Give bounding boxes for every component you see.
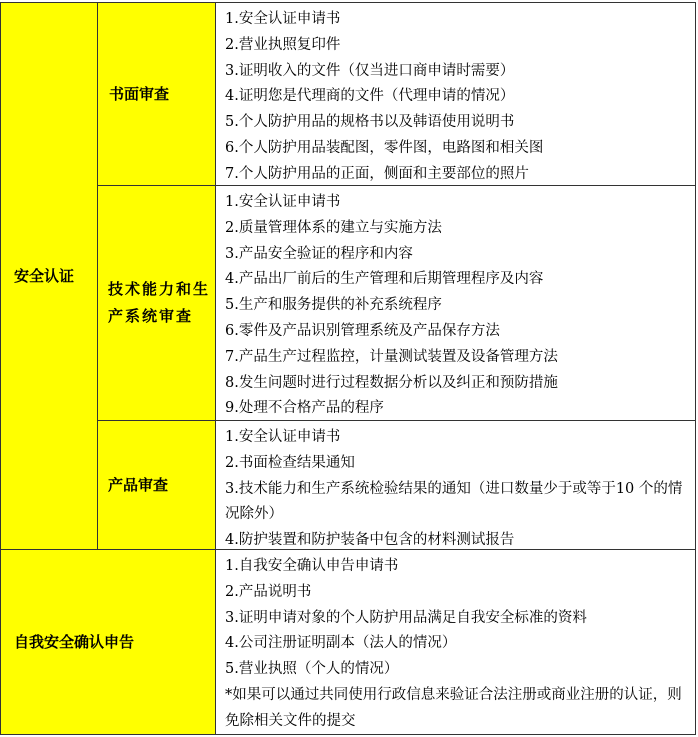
list-item: 5.生产和服务提供的补充系统程序 bbox=[225, 297, 442, 314]
list-item: 1.安全认证申请书 bbox=[225, 194, 341, 210]
list-item: 2.质量管理体系的建立与实施方法 bbox=[225, 219, 442, 236]
self-declaration-label: 自我安全确认申告 bbox=[14, 633, 135, 651]
list-item: 7.产品生产过程监控，计量测试装置及设备管理方法 bbox=[225, 348, 558, 365]
list-item: 1.安全认证申请书 bbox=[225, 429, 341, 445]
product-review-list bbox=[215, 420, 696, 550]
product-review-label: 产品审查 bbox=[108, 476, 169, 494]
list-item: 3.证明收入的文件（仅当进口商申请时需要） bbox=[225, 62, 515, 79]
list-item: 9.处理不合格产品的程序 bbox=[225, 400, 384, 417]
list-item: 4.防护装置和防护装备中包含的材料测试报告 bbox=[225, 532, 515, 549]
self-declaration-list bbox=[215, 549, 696, 735]
safety-cert-label: 安全认证 bbox=[14, 267, 75, 285]
tech-review-label-cell bbox=[97, 185, 216, 421]
document-review-list bbox=[215, 2, 696, 186]
list-item: 1.安全认证申请书 bbox=[225, 11, 341, 27]
self-declaration-label-cell bbox=[0, 549, 216, 735]
list-item: 2.营业执照复印件 bbox=[225, 36, 341, 53]
list-item: 6.零件及产品识别管理系统及产品保存方法 bbox=[225, 322, 500, 339]
list-item: 1.自我安全确认申告申请书 bbox=[225, 558, 399, 574]
list-item: 6.个人防护用品装配图，零件图，电路图和相关图 bbox=[225, 139, 544, 156]
product-review-label-cell bbox=[97, 420, 216, 550]
list-item: 3.技术能力和生产系统检验结果的通知（进口数量少于或等于10 个的情况除外） bbox=[225, 480, 683, 523]
list-item: 4.公司注册证明副本（法人的情况） bbox=[225, 635, 457, 652]
list-item: 5.营业执照（个人的情况） bbox=[225, 661, 399, 678]
document-review-label-cell bbox=[97, 2, 216, 186]
list-item: 7.个人防护用品的正面，侧面和主要部位的照片 bbox=[225, 165, 529, 182]
list-item: 4.产品出厂前后的生产管理和后期管理程序及内容 bbox=[225, 271, 544, 288]
list-item: 3.证明申请对象的个人防护用品满足自我安全标准的资料 bbox=[225, 609, 587, 626]
tech-review-list bbox=[215, 185, 696, 421]
list-item: 5.个人防护用品的规格书以及韩语使用说明书 bbox=[225, 114, 515, 131]
list-item: 3.产品安全验证的程序和内容 bbox=[225, 245, 413, 262]
list-item: 4.证明您是代理商的文件（代理申请的情况） bbox=[225, 88, 515, 105]
safety-cert-label-cell bbox=[0, 2, 98, 550]
list-item: *如果可以通过共同使用行政信息来验证合法注册或商业注册的认证，则免除相关文件的提交 bbox=[225, 686, 682, 729]
tech-review-label: 技术能力和生产系统审查 bbox=[108, 280, 211, 325]
list-item: 2.产品说明书 bbox=[225, 583, 312, 600]
document-review-label: 书面审查 bbox=[109, 85, 170, 103]
list-item: 8.发生问题时进行过程数据分析以及纠正和预防措施 bbox=[225, 374, 558, 391]
list-item: 2.书面检查结果通知 bbox=[225, 454, 355, 471]
